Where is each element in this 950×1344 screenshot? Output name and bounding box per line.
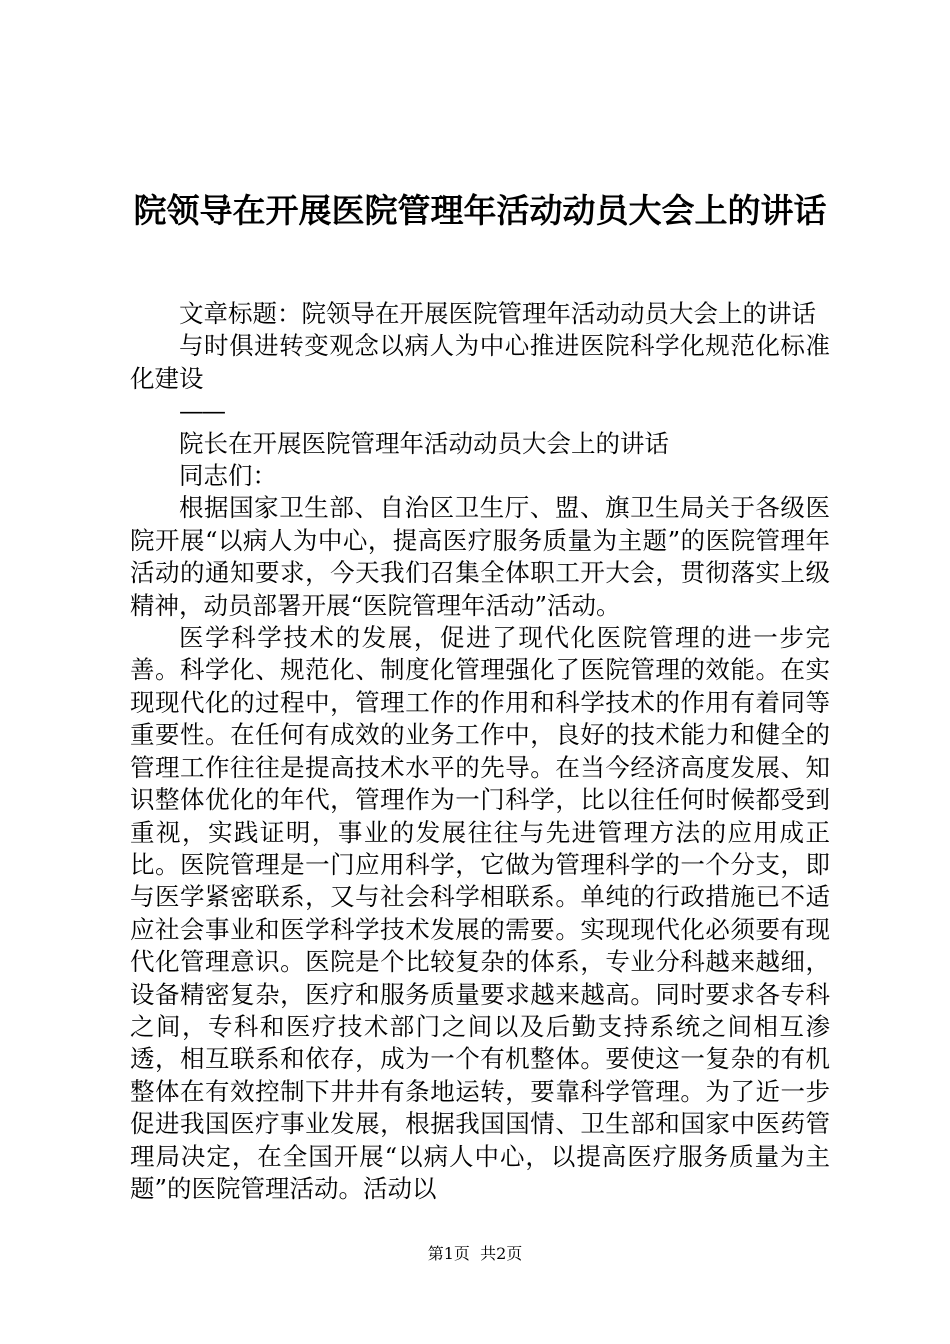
page-number: 第1页 共2页 <box>427 1244 523 1263</box>
article-title-line: 文章标题：院领导在开展医院管理年活动动员大会上的讲话 <box>179 299 816 328</box>
body-paragraph: 根据国家卫生部、自治区卫生厅、盟、旗卫生局关于各级医院开展“以病人为中心，提高医疗服务质量为主题”的医院管理年活动的通知要求，今天我们召集全体职工开大会，贯彻落实上级精神，动员部署开展“医院管理年活动”活动。 <box>130 493 830 620</box>
page-footer <box>0 1244 950 1264</box>
body-paragraph: 医学科学技术的发展，促进了现代化医院管理的进一步完善。科学化、规范化、制度化管理强化了医院管理的效能。在实现现代化的过程中，管理工作的作用和科学技术的作用有着同等重要性。在任何有成效的业务工作中，良好的技术能力和健全的管理工作往往是提高技术水平的先导。在当今经济高度发展、知识整体优化的年代，管理作为一门科学，比以往任何时候都受到重视，实践证明，事业的发展往往与先进管理方法的应用成正比。医院管理是一门应用科学，它做为管理科学的一个分支，即与医学紧密联系，又与社会科学相联系。单纯的行政措施已不适应社会事业和医学科学技术发展的需要。实现现代化必须要有现代化管理意识。医院是个比较复杂的体系，专业分科越来越细，设备精密复杂，医疗和服务质量要求越来越高。同时要求各专科之间，专科和医疗技术部门之间以及后勤支持系统之间相互渗透，相互联系和依存，成为一个有机整体。要使这一复杂的有机整体在有效控制下井井有条地运转，要靠科学管理。为了近一步促进我国医疗事业发展，根据我国国情、卫生部和国家中医药管理局决定，在全国开展“以病人中心，以提高医疗服务质量为主题”的医院管理活动。活动以 <box>130 623 830 1203</box>
document-body <box>130 298 830 1205</box>
document-title: 院领导在开展医院管理年活动动员大会上的讲话 <box>133 191 827 230</box>
subtitle-line: 与时俱进转变观念以病人为中心推进医院科学化规范化标准化建设 <box>130 331 830 393</box>
document-page <box>130 0 830 1344</box>
speaker-line: 院长在开展医院管理年活动动员大会上的讲话 <box>179 428 669 458</box>
dash-line: —— <box>179 396 224 426</box>
salutation: 同志们： <box>179 461 277 491</box>
